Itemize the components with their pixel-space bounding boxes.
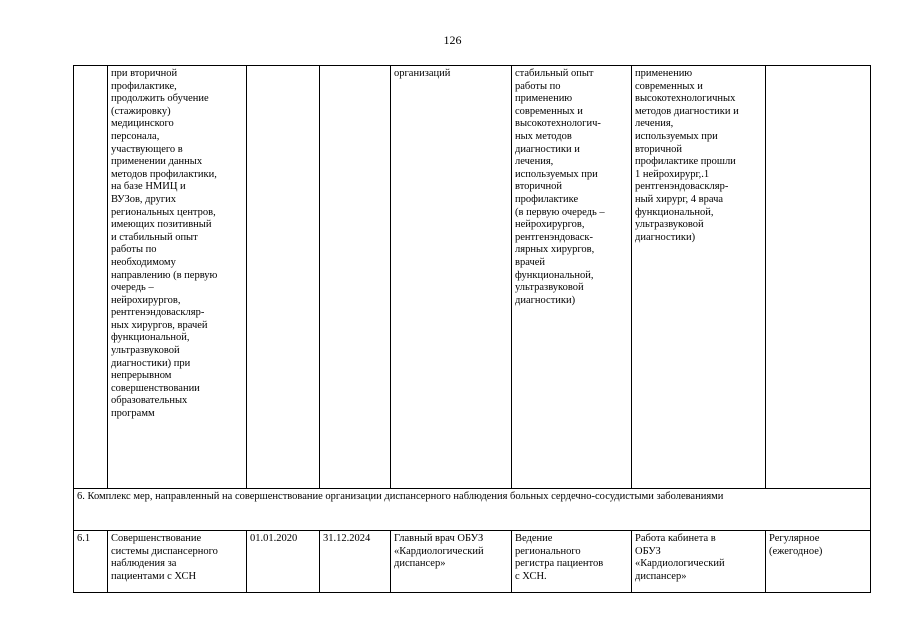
cell-result [512, 66, 632, 489]
section-heading-row [74, 489, 871, 531]
cell-responsible [391, 66, 512, 489]
cell-start-date: 01.01.2020 [247, 531, 320, 593]
cell-activity: Совершенствование системы диспансерного наблюдения за пациентами с ХСН [108, 531, 247, 593]
page-number: 126 [443, 33, 462, 47]
table-row-continuation [74, 66, 871, 489]
cell-activity [108, 66, 247, 489]
plan-table [73, 65, 871, 593]
cell-num: 6.1 [74, 531, 108, 593]
result-text: стабильный опыт работы по применению современных и высокотехнологич- ных методов диагностики и лечения, используемых при вторичной профилактике (в первую очередь – нейрохирургов, рентгенэндоваск- лярных хирургов, врачей функциональной, ультразвуковой диагностики) [515, 68, 605, 306]
activity-text: при вторичной профилактике, продолжить обучение (стажировку) медицинского персонала, участвующего в применении данных методов профилактики, на базе НМИЦ и ВУЗов, других региональных центров, имеющих позитивный и стабильный опыт работы по необходимому направлению (в первую очередь – нейрохирургов, рентгенэндоваскляр- ных хирургов, врачей функциональной, ультразвуковой диагностики) при непрерывном совершенствовании образовательных программ [111, 68, 218, 420]
cell-result: Ведение регионального регистра пациентов с ХСН. [512, 531, 632, 593]
table-row-6-1 [74, 531, 871, 593]
cell-indicator [632, 66, 766, 489]
cell-num [74, 66, 108, 489]
responsible-text: организаций [394, 68, 451, 79]
cell-end-date [320, 66, 391, 489]
cell-indicator: Работа кабинета в ОБУЗ «Кардиологический диспансер» [632, 531, 766, 593]
cell-periodicity [766, 66, 871, 489]
section-6-title: 6. Комплекс мер, направленный на совершенствование организации диспансерного наблюдения больных сердечно-сосудистыми заболеваниями [74, 489, 871, 531]
cell-periodicity: Регулярное (ежегодное) [766, 531, 871, 593]
cell-responsible: Главный врач ОБУЗ «Кардиологический диспансер» [391, 531, 512, 593]
cell-start-date [247, 66, 320, 489]
indicator-text: применению современных и высокотехнологичных методов диагностики и лечения, используемых при вторичной профилактике прошли 1 нейрохирург,.1 рентгенэндоваскляр- ный хирург, 4 врача функциональной, ультразвуковой диагностики) [635, 68, 739, 243]
cell-end-date: 31.12.2024 [320, 531, 391, 593]
